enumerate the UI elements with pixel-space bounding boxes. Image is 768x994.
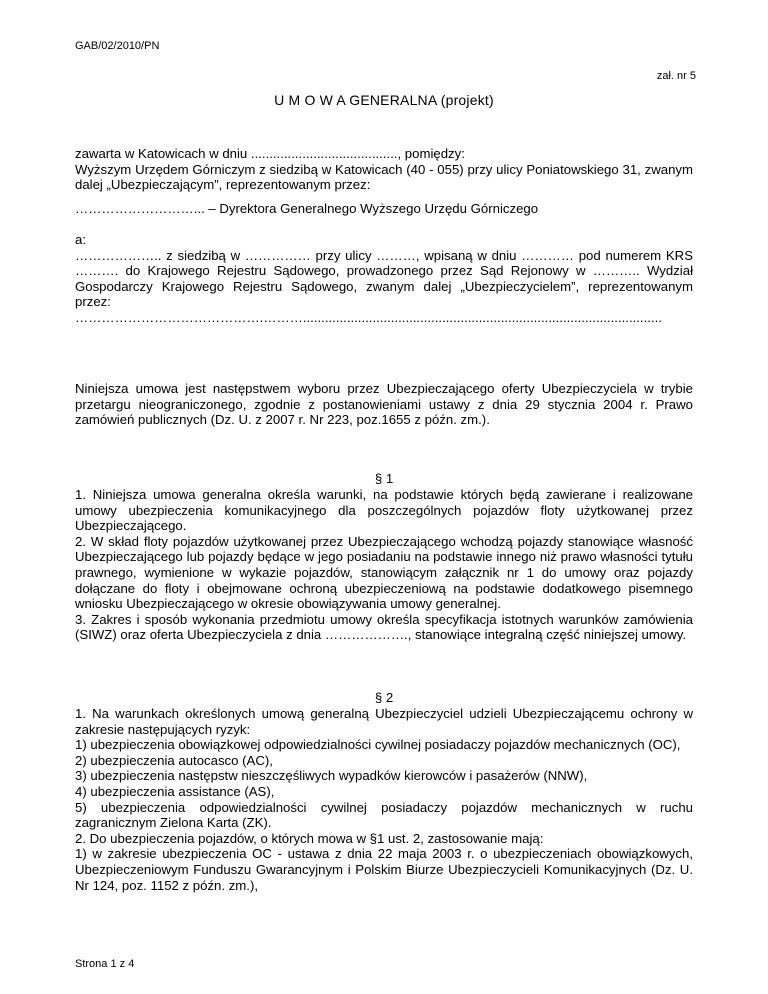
section-2-item: 2) ubezpieczenia autocasco (AC), [75,752,273,768]
intro-paragraph [75,381,693,428]
insured-party: Wyższym Urzędem Górniczym z siedzibą w Katowicach (40 - 055) przy ulicy Poniatowskiego 31, zwanym dalej „Ubezpieczającym”, reprezentowanym przez: [75,161,693,193]
section-2-item: 2. Do ubezpieczenia pojazdów, o których mowa w §1 ust. 2, zastosowanie mają: [75,830,544,846]
section-1-item: 2. W skład floty pojazdów użytkowanej przez Ubezpieczającego wchodzą pojazdy stanowiące własność Ubezpieczającego lub pojazdy będące w jego posiadaniu na podstawie innego niż prawo własności tytułu prawnego, wymienione w wykazie pojazdów, stanowiącym załącznik nr 1 do umowy oraz pojazdy dołączane do floty i obejmowane ochroną ubezpieczeniową na podstawie dodatkowego pisemnego wniosku Ubezpieczającego w okresie obowiązywania umowy generalnej. [75,533,693,612]
section-2-body [75,706,693,893]
section-1-item: 1. Niniejsza umowa generalna określa warunki, na podstawie których będą zawierane i realizowane umowy ubezpieczenia komunikacyjnego dla poszczególnych pojazdów floty użytkowanej przez Ubezpieczającego. [75,487,693,534]
section-1-heading: § 1 [374,471,394,486]
contract-place-date: zawarta w Katowicach w dniu ........................................, pomiędzy: [75,146,465,161]
section-2-item: 1) ubezpieczenia obowiązkowej odpowiedzialności cywilnej posiadaczy pojazdów mechanicznych (OC), [75,737,681,753]
section-2-item: 1) w zakresie ubezpieczenia OC - ustawa z dnia 22 maja 2003 r. o ubezpieczeniach obowiązkowych, Ubezpieczeniowym Funduszu Gwarancyjnym i Polskim Biurze Ubezpieczycieli Komunikacyjnych (Dz. U. Nr 124, poz. 1152 z późn. zm.), [75,846,693,893]
section-2-item: 1. Na warunkach określonych umową generalną Ubezpieczyciel udzieli Ubezpieczającemu ochrony w zakresie następujących ryzyk: [75,706,693,737]
insurer-block [75,232,693,326]
section-2-item: 4) ubezpieczenia assistance (AS), [75,783,275,799]
document-reference: GAB/02/2010/PN [75,40,160,52]
attachment-number: zał. nr 5 [656,70,696,82]
intro-text: Niniejsza umowa jest następstwem wyboru przez Ubezpieczającego oferty Ubezpieczyciela w trybie przetargu nieograniczonego, zgodnie z postanowieniami ustawy z dnia 29 stycznia 2004 r. Prawo zamówień publicznych (Dz. U. z 2007 r. Nr 223, poz.1655 z późn. zm.). [75,381,693,428]
insurer-representative: …………………………………….……….................................................................................................. [75,309,662,325]
document-title: U M O W A GENERALNA (projekt) [274,92,494,108]
page-number: Strona 1 z 4 [75,958,135,970]
insured-representative: ………………………... – Dyrektora Generalnego Wyższego Urzędu Górniczego [75,201,539,216]
section-1-body [75,487,693,643]
section-1-item: 3. Zakres i sposób wykonania przedmiotu umowy określa specyfikacja istotnych warunków zamówienia (SIWZ) oraz oferta Ubezpieczyciela z dnia ………………., stanowiące integralną część niniejszej umowy. [75,611,693,643]
insurer-party: ……………….. z siedzibą w …………… przy ulicy ………, wpisaną w dniu ………… pod numerem KRS ………. do Krajowego Rejestru Sądowego, prowadzonego przez Sąd Rejonowy w ……….. Wydział Gospodarczy Krajowego Rejestru Sądowego, zwanym dalej „Ubezpieczycielem”, reprezentowanym przez: [75,247,693,310]
section-2-heading: § 2 [374,690,394,705]
representative-line [75,201,693,217]
section-2-item: 3) ubezpieczenia następstw nieszczęśliwych wypadków kierowców i pasażerów (NNW), [75,768,588,784]
and-label: a: [75,232,86,247]
parties-block [75,146,693,193]
section-2-item: 5) ubezpieczenia odpowiedzialności cywilnej posiadaczy pojazdów mechanicznych w ruchu zagranicznym Zielona Karta (ZK). [75,799,693,831]
